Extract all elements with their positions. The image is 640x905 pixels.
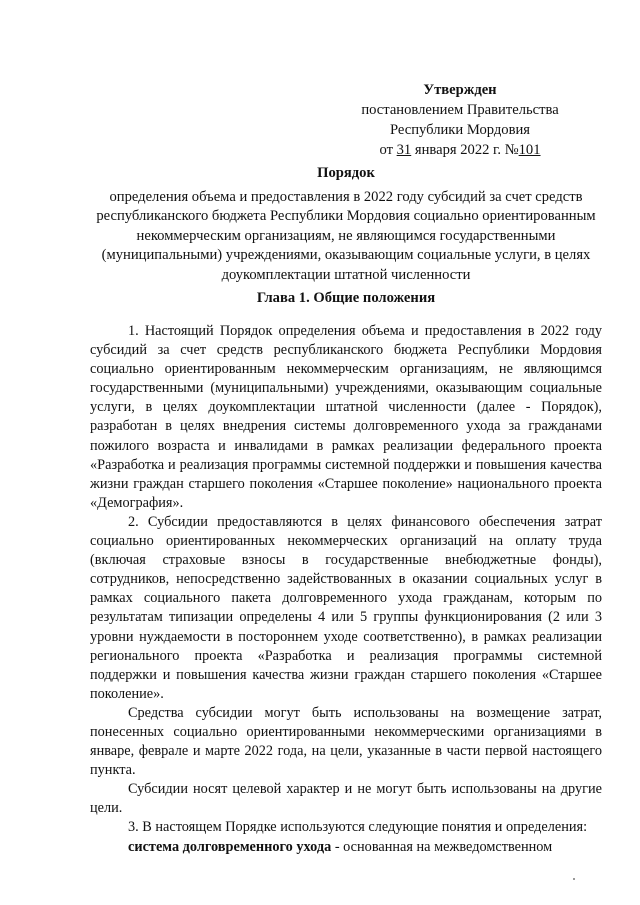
approval-line-2: Республики Мордовия [389,122,530,138]
approval-date [330,140,590,160]
paragraph-5: 3. В настоящем Порядке используются следующие понятия и определения: [128,819,588,836]
document-title [90,164,602,286]
term-definition: система долговременного ухода [128,838,332,855]
term-rest: - основанная на межведомственном [331,838,553,855]
document-body [90,322,602,857]
approval-heading: Утвержден [423,82,497,98]
approval-number: 101 [518,142,541,158]
title-text: определения объема и предоставления в 2022 году субсидий за счет средств республиканского бюджета Республики Мордовия социально ориентированным некоммерческим организациям, не являющимся государственными (муниципальными) учреждениями, оказывающим социальные услуги, в целях доукомплектации штатной численности [96,188,596,283]
approval-date-day: 31 [396,142,412,158]
approval-date-middle: января 2022 г. № [411,142,519,158]
scan-speck [573,878,575,880]
approval-line-1: постановлением Правительства [361,102,559,118]
chapter-heading: Глава 1. Общие положения [256,290,436,306]
paragraph-6 [90,838,602,857]
approval-stamp [330,80,590,160]
paragraph-2: 2. Субсидии предоставляются в целях финансового обеспечения затрат социально ориентированных некоммерческих организаций на оплату труда (включая страховые взносы в государственные внебюджетные фонды), сотрудников, непосредственно задействованных в оказании социальных услуг в рамках социального пакета долговременного ухода гражданам, которым по результатам типизации определены 4 или 5 группы функционирования (2 или 3 уровни нуждаемости в постороннем уходе соответственно), в рамках реализации регионального проекта «Разработка и реализация программы системной поддержки и повышения качества жизни граждан старшего поколения «Старшее поколение». [90,513,602,702]
title-heading: Порядок [317,165,375,181]
paragraph-3: Средства субсидии могут быть использованы на возмещение затрат, понесенных социально ориентированными некоммерческими организациями в январе, феврале и марте 2022 года, на цели, указанные в части первой настоящего пункта. [90,704,602,779]
approval-date-prefix: от [379,142,397,158]
paragraph-4: Субсидии носят целевой характер и не могут быть использованы на другие цели. [90,781,602,817]
paragraph-1: 1. Настоящий Порядок определения объема и предоставления в 2022 году субсидий за счет средств республиканского бюджета Республики Мордовия социально ориентированным некоммерческим организациям, не являющимся государственными (муниципальными) учреждениями, оказывающим социальные услуги, в целях доукомплектации штатной численности (далее - Порядок), разработан в целях внедрения системы долговременного ухода за гражданами пожилого возраста и инвалидами в рамках реализации федерального проекта «Разработка и реализация программы системной поддержки и повышения качества жизни граждан старшего поколения «Старшее поколение» национального проекта «Демография». [90,323,602,511]
